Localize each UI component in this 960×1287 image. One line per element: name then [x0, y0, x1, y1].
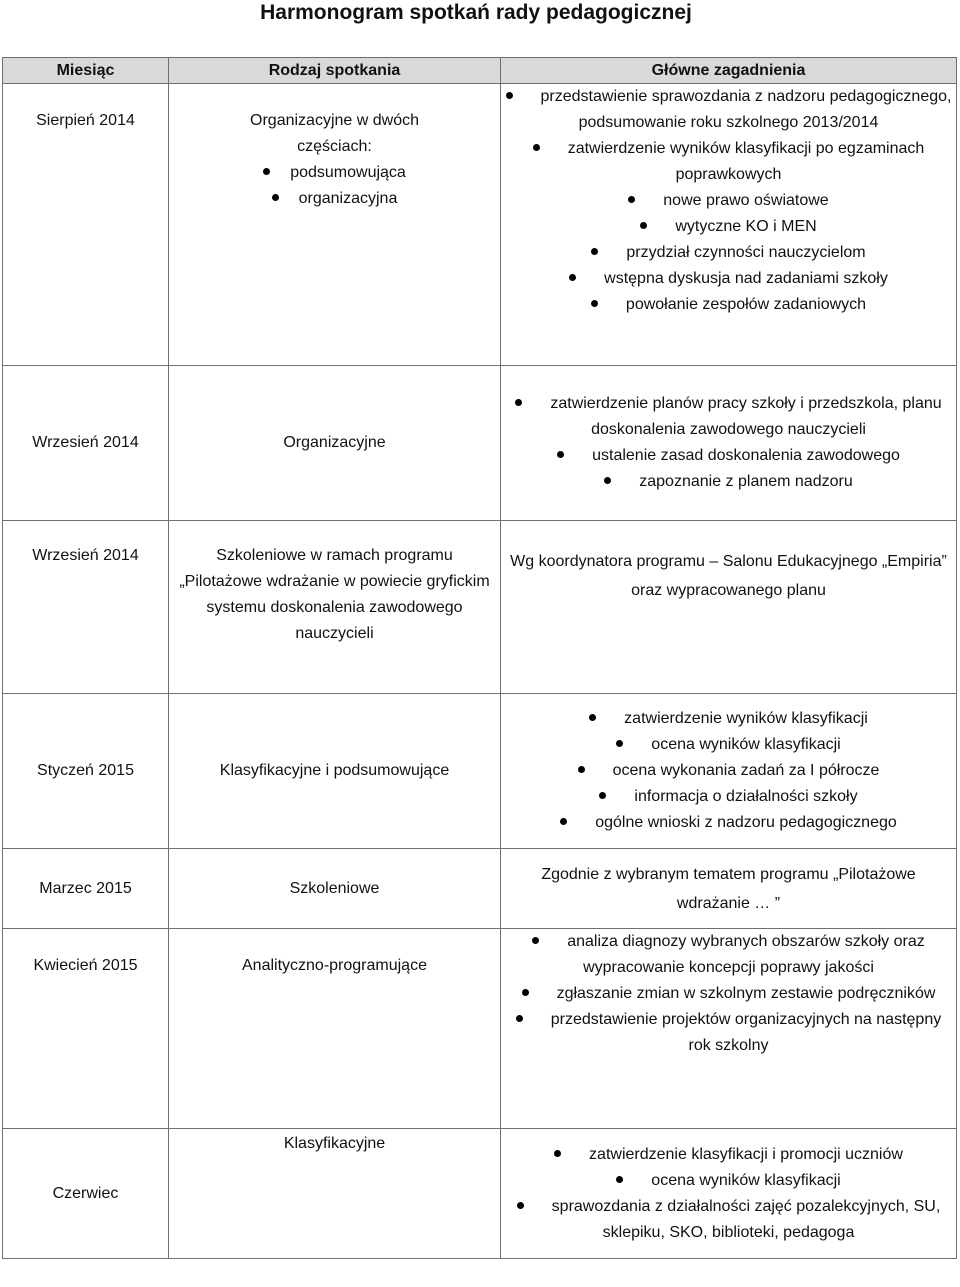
list-item — [505, 1142, 952, 1168]
header-month: Miesiąc — [3, 58, 169, 84]
topics-cell — [501, 694, 957, 849]
month-label: Wrzesień 2014 — [32, 434, 139, 451]
meeting-type-cell — [169, 929, 501, 1129]
topics-cell — [501, 84, 957, 366]
table-header-row — [3, 58, 957, 84]
meeting-type-label: Klasyfikacyjne — [283, 1135, 386, 1152]
bullet-icon — [628, 196, 635, 203]
list-item — [505, 136, 952, 188]
bullet-icon — [569, 274, 576, 281]
bullet-icon — [522, 989, 529, 996]
topic-list — [505, 1142, 952, 1246]
bullet-icon — [616, 740, 623, 747]
list-item — [505, 1194, 952, 1246]
schedule-table — [2, 57, 957, 1259]
list-item-text: nowe prawo oświatowe — [663, 192, 829, 209]
table-row — [3, 521, 957, 694]
bullet-icon — [591, 300, 598, 307]
meeting-type-cell — [169, 366, 501, 521]
topic-list — [505, 391, 952, 495]
topic-list — [505, 706, 952, 836]
meeting-type-label: Szkoleniowe — [289, 879, 380, 897]
list-item — [505, 240, 952, 266]
table-row — [3, 84, 957, 366]
month-cell — [3, 1129, 169, 1259]
list-item-text: ustalenie zasad doskonalenia zawodowego — [592, 447, 900, 464]
list-item — [505, 292, 952, 318]
bullet-icon — [263, 168, 270, 175]
list-item-text: zapoznanie z planem nadzoru — [639, 473, 853, 490]
bullet-icon — [516, 1015, 523, 1022]
month-label: Marzec 2015 — [39, 879, 132, 897]
list-item-text: powołanie zespołów zadaniowych — [625, 296, 867, 313]
list-item-text: zatwierdzenie planów pracy szkoły i przedszkola, planu doskonalenia zawodowego nauczycieli — [550, 395, 942, 438]
topic-list — [505, 929, 952, 1059]
list-item-text: zgłaszanie zmian w szkolnym zestawie podręczników — [556, 985, 936, 1002]
bullet-icon — [589, 714, 596, 721]
meeting-type-cell — [169, 521, 501, 694]
bullet-icon — [599, 792, 606, 799]
list-item-text: przedstawienie projektów organizacyjnych na następny rok szkolny — [550, 1011, 942, 1054]
topics-cell — [501, 929, 957, 1129]
header-main-topics: Główne zagadnienia — [501, 58, 957, 84]
bullet-icon — [517, 1202, 524, 1209]
month-label: Czerwiec — [52, 1184, 119, 1202]
month-label: Kwiecień 2015 — [33, 957, 138, 974]
month-label: Styczeń 2015 — [37, 762, 134, 779]
month-label: Sierpień 2014 — [36, 112, 135, 129]
header-meeting-type: Rodzaj spotkania — [169, 58, 501, 84]
bullet-icon — [560, 818, 567, 825]
list-item — [505, 469, 952, 495]
bullet-icon — [616, 1176, 623, 1183]
list-item — [505, 1007, 952, 1059]
meeting-part-list — [173, 160, 496, 212]
meeting-type-label: Organizacyjne — [283, 434, 386, 451]
topic-list — [505, 84, 952, 318]
list-item — [505, 214, 952, 240]
list-item — [173, 160, 496, 186]
bullet-icon — [578, 766, 585, 773]
meeting-type-cell — [169, 694, 501, 849]
list-item — [505, 1168, 952, 1194]
list-item-text: organizacyjna — [298, 190, 398, 207]
meeting-type-line: częściach: — [297, 138, 372, 155]
meeting-type-cell — [169, 849, 501, 929]
month-cell — [3, 366, 169, 521]
table-row — [3, 366, 957, 521]
topic-text: Zgodnie z wybranym tematem programu „Pilotażowe wdrażanie … ” — [541, 865, 916, 912]
list-item — [505, 266, 952, 292]
bullet-icon — [532, 937, 539, 944]
page-title: Harmonogram spotkań rady pedagogicznej — [260, 1, 692, 24]
list-item — [505, 706, 952, 732]
meeting-type-cell — [169, 1129, 501, 1259]
month-label: Wrzesień 2014 — [32, 547, 139, 564]
list-item-text: zatwierdzenie wyników klasyfikacji — [624, 710, 868, 727]
list-item — [505, 929, 952, 981]
topics-cell — [501, 366, 957, 521]
list-item-text: wstępna dyskusja nad zadaniami szkoły — [604, 270, 888, 287]
list-item-text: ogólne wnioski z nadzoru pedagogicznego — [595, 814, 897, 831]
list-item — [505, 810, 952, 836]
meeting-type-cell — [169, 84, 501, 366]
list-item-text: ocena wyników klasyfikacji — [651, 1171, 841, 1189]
bullet-icon — [557, 451, 564, 458]
meeting-type-label: Klasyfikacyjne i podsumowujące — [219, 762, 450, 779]
list-item-text: zatwierdzenie wyników klasyfikacji po egzaminach poprawkowych — [567, 140, 925, 183]
list-item-text: ocena wykonania zadań za I półrocze — [612, 762, 880, 779]
list-item-text: podsumowująca — [290, 164, 406, 181]
table-row — [3, 1129, 957, 1259]
list-item — [505, 84, 952, 136]
table-row — [3, 929, 957, 1129]
meeting-type-label: Analityczno-programujące — [242, 957, 427, 974]
list-item — [505, 981, 952, 1007]
month-cell — [3, 521, 169, 694]
month-cell — [3, 849, 169, 929]
bullet-icon — [533, 144, 540, 151]
bullet-icon — [591, 248, 598, 255]
month-cell — [3, 84, 169, 366]
list-item — [505, 188, 952, 214]
list-item — [173, 186, 496, 212]
bullet-icon — [515, 399, 522, 406]
list-item — [505, 758, 952, 784]
list-item-text: zatwierdzenie klasyfikacji i promocji uczniów — [589, 1145, 903, 1163]
bullet-icon — [272, 194, 279, 201]
month-cell — [3, 929, 169, 1129]
list-item-text: informacja o działalności szkoły — [634, 788, 858, 805]
list-item-text: przedstawienie sprawozdania z nadzoru pedagogicznego, podsumowanie roku szkolnego 2013/2014 — [540, 88, 952, 131]
bullet-icon — [640, 222, 647, 229]
table-row — [3, 849, 957, 929]
list-item — [505, 784, 952, 810]
list-item — [505, 732, 952, 758]
meeting-type-label: Szkoleniowe w ramach programu „Pilotażowe wdrażanie w powiecie gryfickim systemu doskonalenia zawodowego nauczycieli — [179, 547, 490, 642]
list-item-text: sprawozdania z działalności zajęć pozalekcyjnych, SU, sklepiku, SKO, biblioteki, pedagoga — [551, 1197, 941, 1241]
topic-text: Wg koordynatora programu – Salonu Edukacyjnego „Empiria” oraz wypracowanego planu — [510, 553, 947, 599]
list-item-text: ocena wyników klasyfikacji — [651, 736, 841, 753]
bullet-icon — [554, 1150, 561, 1157]
topics-cell — [501, 849, 957, 929]
table-row — [3, 694, 957, 849]
topics-cell — [501, 521, 957, 694]
list-item — [505, 443, 952, 469]
list-item-text: analiza diagnozy wybranych obszarów szkoły oraz wypracowanie koncepcji poprawy jakości — [567, 933, 925, 976]
meeting-type-line: Organizacyjne w dwóch — [250, 112, 419, 129]
list-item-text: przydział czynności nauczycielom — [626, 244, 866, 261]
bullet-icon — [506, 92, 513, 99]
list-item-text: wytyczne KO i MEN — [675, 218, 817, 235]
list-item — [505, 391, 952, 443]
topics-cell — [501, 1129, 957, 1259]
month-cell — [3, 694, 169, 849]
bullet-icon — [604, 477, 611, 484]
